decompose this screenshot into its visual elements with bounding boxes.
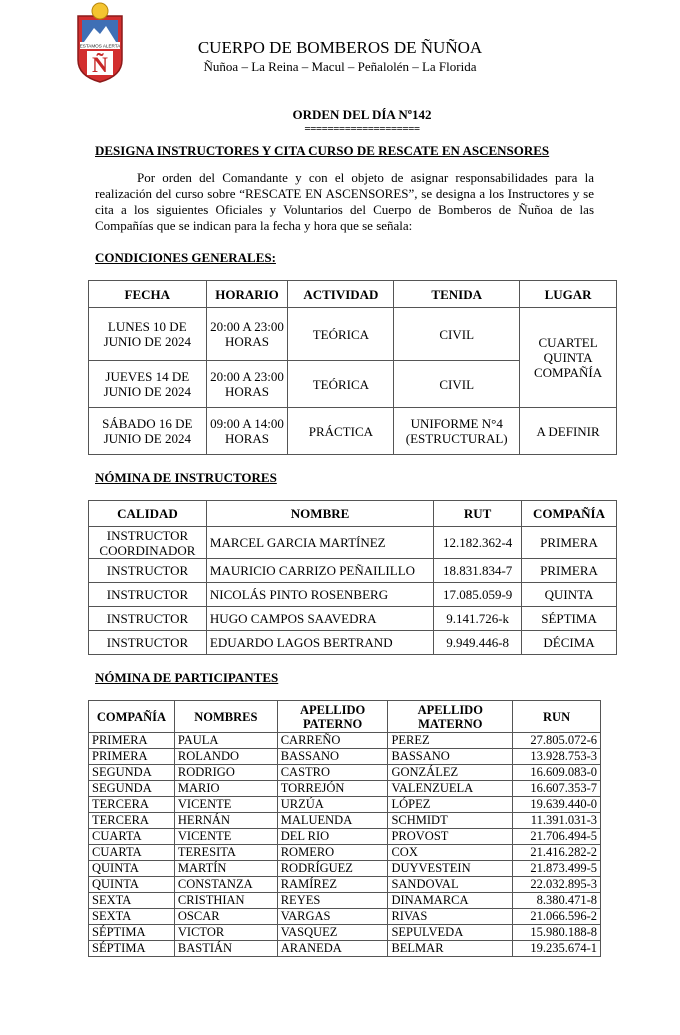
nombres-cell: RODRIGO — [174, 765, 277, 781]
col-header-apellido-materno: APELLIDO MATERNO — [388, 701, 513, 733]
col-header-actividad: ACTIVIDAD — [288, 281, 394, 308]
nombres-cell: CRISTHIAN — [174, 893, 277, 909]
table-row — [89, 925, 601, 941]
nombres-cell: OSCAR — [174, 909, 277, 925]
rut-cell: 9.949.446-8 — [434, 631, 522, 655]
table-row — [89, 408, 617, 455]
col-header-nombre: NOMBRE — [206, 501, 433, 527]
fecha-cell: JUEVES 14 DE JUNIO DE 2024 — [89, 361, 207, 408]
instructors-heading: NÓMINA DE INSTRUCTORES — [95, 470, 277, 485]
col-header-run: RUN — [513, 701, 601, 733]
instructors-table — [88, 500, 617, 655]
run-cell: 15.980.188-8 — [513, 925, 601, 941]
institution-subtitle: Ñuñoa – La Reina – Macul – Peñalolén – La Florida — [203, 59, 477, 74]
calidad-cell: INSTRUCTOR — [89, 631, 207, 655]
run-cell: 19.639.440-0 — [513, 797, 601, 813]
table-row — [89, 308, 617, 361]
run-cell: 21.416.282-2 — [513, 845, 601, 861]
apellido-paterno-cell: CARREÑO — [277, 733, 388, 749]
run-cell: 11.391.031-3 — [513, 813, 601, 829]
table-row — [89, 877, 601, 893]
apellido-paterno-cell: DEL RIO — [277, 829, 388, 845]
apellido-materno-cell: PEREZ — [388, 733, 513, 749]
rut-cell: 9.141.726-k — [434, 607, 522, 631]
apellido-paterno-cell: URZÚA — [277, 797, 388, 813]
compania-cell: QUINTA — [89, 861, 175, 877]
lugar-cell: CUARTEL QUINTA COMPAÑÍA — [520, 308, 617, 408]
nombres-cell: CONSTANZA — [174, 877, 277, 893]
apellido-materno-cell: SEPULVEDA — [388, 925, 513, 941]
nombres-cell: HERNÁN — [174, 813, 277, 829]
compania-cell: SEXTA — [89, 909, 175, 925]
col-header-horario: HORARIO — [206, 281, 288, 308]
compania-cell: QUINTA — [522, 583, 617, 607]
compania-cell: PRIMERA — [522, 527, 617, 559]
compania-cell: CUARTA — [89, 829, 175, 845]
title-separator: ==================== — [304, 123, 420, 135]
nombres-cell: MARTÍN — [174, 861, 277, 877]
table-row — [89, 813, 601, 829]
apellido-materno-cell: DUYVESTEIN — [388, 861, 513, 877]
apellido-paterno-cell: RAMÍREZ — [277, 877, 388, 893]
table-row — [89, 941, 601, 957]
actividad-cell: PRÁCTICA — [288, 408, 394, 455]
table-row — [89, 797, 601, 813]
calidad-cell: INSTRUCTOR — [89, 583, 207, 607]
run-cell: 21.066.596-2 — [513, 909, 601, 925]
col-header-lugar: LUGAR — [520, 281, 617, 308]
actividad-cell: TEÓRICA — [288, 308, 394, 361]
col-header-apellido-paterno: APELLIDO PATERNO — [277, 701, 388, 733]
tenida-cell: UNIFORME N°4 (ESTRUCTURAL) — [394, 408, 520, 455]
nombre-cell: MAURICIO CARRIZO PEÑAILILLO — [206, 559, 433, 583]
run-cell: 19.235.674-1 — [513, 941, 601, 957]
compania-cell: TERCERA — [89, 813, 175, 829]
col-header-compania: COMPAÑÍA — [522, 501, 617, 527]
apellido-paterno-cell: TORREJÓN — [277, 781, 388, 797]
nombres-cell: VICENTE — [174, 829, 277, 845]
apellido-paterno-cell: ROMERO — [277, 845, 388, 861]
compania-cell: SÉPTIMA — [89, 925, 175, 941]
table-row — [89, 765, 601, 781]
horario-cell: 20:00 A 23:00 HORAS — [206, 361, 288, 408]
run-cell: 8.380.471-8 — [513, 893, 601, 909]
table-row — [89, 527, 617, 559]
run-cell: 21.706.494-5 — [513, 829, 601, 845]
nombres-cell: VICTOR — [174, 925, 277, 941]
rut-cell: 17.085.059-9 — [434, 583, 522, 607]
lugar-cell: A DEFINIR — [520, 408, 617, 455]
compania-cell: TERCERA — [89, 797, 175, 813]
nombres-cell: BASTIÁN — [174, 941, 277, 957]
nombres-cell: ROLANDO — [174, 749, 277, 765]
compania-cell: SÉPTIMA — [89, 941, 175, 957]
participants-table — [88, 700, 601, 957]
table-row — [89, 829, 601, 845]
conditions-heading: CONDICIONES GENERALES: — [95, 250, 276, 265]
logo-letter: Ñ — [92, 52, 108, 77]
nombres-cell: TERESITA — [174, 845, 277, 861]
apellido-materno-cell: BASSANO — [388, 749, 513, 765]
compania-cell: PRIMERA — [89, 749, 175, 765]
rut-cell: 12.182.362-4 — [434, 527, 522, 559]
apellido-materno-cell: SCHMIDT — [388, 813, 513, 829]
nombre-cell: EDUARDO LAGOS BERTRAND — [206, 631, 433, 655]
table-row — [89, 893, 601, 909]
apellido-paterno-cell: VASQUEZ — [277, 925, 388, 941]
fire-brigade-crest-icon — [74, 2, 126, 84]
col-header-calidad: CALIDAD — [89, 501, 207, 527]
nombre-cell: NICOLÁS PINTO ROSENBERG — [206, 583, 433, 607]
table-row — [89, 845, 601, 861]
apellido-paterno-cell: REYES — [277, 893, 388, 909]
table-row — [89, 749, 601, 765]
apellido-materno-cell: COX — [388, 845, 513, 861]
order-title: ORDEN DEL DÍA Nº142 — [292, 107, 432, 122]
compania-cell: SEGUNDA — [89, 781, 175, 797]
apellido-materno-cell: VALENZUELA — [388, 781, 513, 797]
participants-body — [89, 733, 601, 957]
nombre-cell: MARCEL GARCIA MARTÍNEZ — [206, 527, 433, 559]
col-header-nombres: NOMBRES — [174, 701, 277, 733]
conditions-table — [88, 280, 617, 455]
apellido-paterno-cell: CASTRO — [277, 765, 388, 781]
compania-cell: QUINTA — [89, 877, 175, 893]
table-row — [89, 909, 601, 925]
tenida-cell: CIVIL — [394, 361, 520, 408]
table-row — [89, 607, 617, 631]
order-subject: DESIGNA INSTRUCTORES Y CITA CURSO DE RESCATE EN ASCENSORES — [95, 143, 550, 158]
actividad-cell: TEÓRICA — [288, 361, 394, 408]
compania-cell: SEGUNDA — [89, 765, 175, 781]
table-row — [89, 559, 617, 583]
nombres-cell: MARIO — [174, 781, 277, 797]
table-row — [89, 583, 617, 607]
apellido-paterno-cell: VARGAS — [277, 909, 388, 925]
logo-banner-text: ESTAMOS ALERTA — [79, 43, 121, 49]
run-cell: 21.873.499-5 — [513, 861, 601, 877]
col-header-tenida: TENIDA — [394, 281, 520, 308]
apellido-materno-cell: PROVOST — [388, 829, 513, 845]
apellido-materno-cell: RIVAS — [388, 909, 513, 925]
run-cell: 16.609.083-0 — [513, 765, 601, 781]
table-row — [89, 631, 617, 655]
institution-title: CUERPO DE BOMBEROS DE ÑUÑOA — [197, 38, 483, 57]
col-header-rut: RUT — [434, 501, 522, 527]
apellido-materno-cell: SANDOVAL — [388, 877, 513, 893]
apellido-materno-cell: GONZÁLEZ — [388, 765, 513, 781]
table-row — [89, 733, 601, 749]
calidad-cell: INSTRUCTOR — [89, 559, 207, 583]
horario-cell: 20:00 A 23:00 HORAS — [206, 308, 288, 361]
run-cell: 16.607.353-7 — [513, 781, 601, 797]
compania-cell: CUARTA — [89, 845, 175, 861]
compania-cell: SEXTA — [89, 893, 175, 909]
apellido-materno-cell: BELMAR — [388, 941, 513, 957]
run-cell: 13.928.753-3 — [513, 749, 601, 765]
apellido-paterno-cell: ARANEDA — [277, 941, 388, 957]
compania-cell: SÉPTIMA — [522, 607, 617, 631]
participants-heading: NÓMINA DE PARTICIPANTES — [95, 670, 279, 685]
tenida-cell: CIVIL — [394, 308, 520, 361]
compania-cell: DÉCIMA — [522, 631, 617, 655]
col-header-compania: COMPAÑÍA — [89, 701, 175, 733]
fecha-cell: LUNES 10 DE JUNIO DE 2024 — [89, 308, 207, 361]
run-cell: 22.032.895-3 — [513, 877, 601, 893]
apellido-paterno-cell: BASSANO — [277, 749, 388, 765]
apellido-paterno-cell: MALUENDA — [277, 813, 388, 829]
rut-cell: 18.831.834-7 — [434, 559, 522, 583]
compania-cell: PRIMERA — [522, 559, 617, 583]
apellido-paterno-cell: RODRÍGUEZ — [277, 861, 388, 877]
horario-cell: 09:00 A 14:00 HORAS — [206, 408, 288, 455]
run-cell: 27.805.072-6 — [513, 733, 601, 749]
apellido-materno-cell: DINAMARCA — [388, 893, 513, 909]
nombres-cell: VICENTE — [174, 797, 277, 813]
nombre-cell: HUGO CAMPOS SAAVEDRA — [206, 607, 433, 631]
table-row — [89, 781, 601, 797]
apellido-materno-cell: LÓPEZ — [388, 797, 513, 813]
order-paragraph: Por orden del Comandante y con el objeto de asignar responsabilidades para la realización del curso sobre “RESCATE EN ASCENSORES”, se designa a los Instructores y se cita a los siguientes Oficiales y Voluntarios del Cuerpo de Bomberos de Ñuñoa de las Compañías que se indican para la fecha y hora que se señala: — [95, 170, 594, 233]
fecha-cell: SÁBADO 16 DE JUNIO DE 2024 — [89, 408, 207, 455]
col-header-fecha: FECHA — [89, 281, 207, 308]
calidad-cell: INSTRUCTOR — [89, 607, 207, 631]
calidad-cell: INSTRUCTOR COORDINADOR — [89, 527, 207, 559]
table-row — [89, 861, 601, 877]
compania-cell: PRIMERA — [89, 733, 175, 749]
nombres-cell: PAULA — [174, 733, 277, 749]
